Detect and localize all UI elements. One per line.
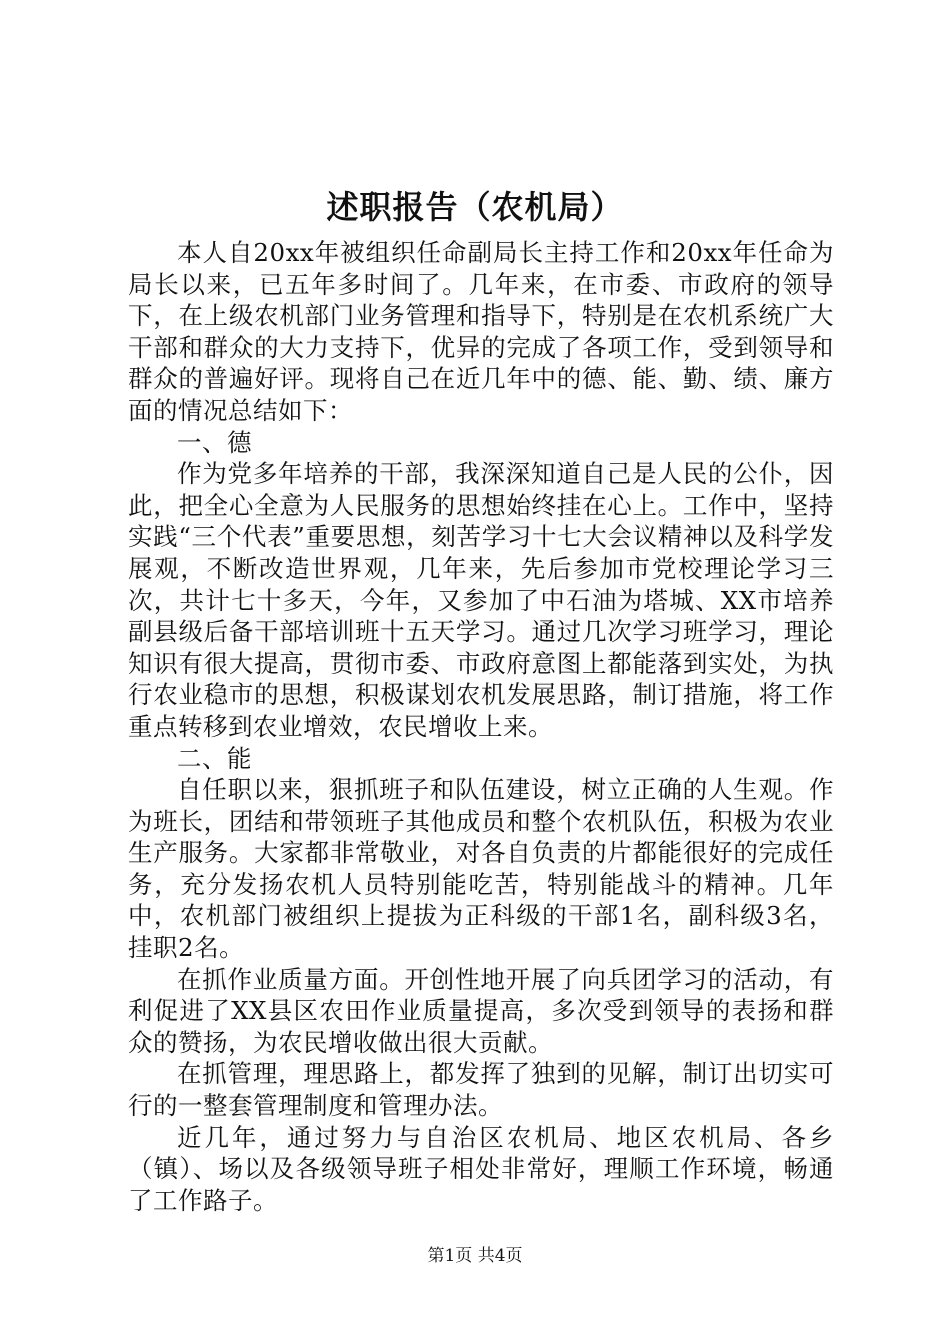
paragraph-neng-4: 近几年，通过努力与自治区农机局、地区农机局、各乡（镇）、场以及各级领导班子相处非常好，理顺工作环境，畅通了工作路子。: [128, 1122, 834, 1215]
paragraph-de: 作为党多年培养的干部，我深深知道自己是人民的公仆，因此，把全心全意为人民服务的思想始终挂在心上。工作中，坚持实践“三个代表”重要思想，刻苦学习十七大会议精神以及科学发展观，不断改造世界观，几年来，先后参加市党校理论学习三次，共计七十多天，今年，又参加了中石油为塔城、XX市培养副县级后备干部培训班十五天学习。通过几次学习班学习，理论知识有很大提高，贯彻市委、市政府意图上都能落到实处，为执行农业稳市的思想，积极谋划农机发展思路，制订措施，将工作重点转移到农业增效，农民增收上来。: [128, 459, 834, 741]
section-heading-de: 一、德: [177, 427, 252, 457]
section-heading-neng: 二、能: [177, 743, 252, 773]
paragraph-neng-3: 在抓管理，理思路上，都发挥了独到的见解，制订出切实可行的一整套管理制度和管理办法。: [128, 1059, 834, 1121]
paragraph-neng-2: 在抓作业质量方面。开创性地开展了向兵团学习的活动，有利促进了XX县区农田作业质量提高，多次受到领导的表扬和群众的赞扬，为农民增收做出很大贡献。: [128, 964, 834, 1057]
document-body: [128, 237, 834, 1216]
paragraph-intro: 本人自20xx年被组织任命副局长主持工作和20xx年任命为局长以来，已五年多时间了。几年来，在市委、市政府的领导下，在上级农机部门业务管理和指导下，特别是在农机系统广大干部和群众的大力支持下，优异的完成了各项工作，受到领导和群众的普遍好评。现将自己在近几年中的德、能、勤、绩、廉方面的情况总结如下：: [128, 238, 834, 425]
page-number-footer: 第1页 共4页: [427, 1246, 523, 1266]
document-title: 述职报告（农机局）: [326, 188, 624, 226]
paragraph-neng-1: 自任职以来，狠抓班子和队伍建设，树立正确的人生观。作为班长，团结和带领班子其他成员和整个农机队伍，积极为农业生产服务。大家都非常敬业，对各自负责的片都能很好的完成任务，充分发扬农机人员特别能吃苦，特别能战斗的精神。几年中，农机部门被组织上提拔为正科级的干部1名，副科级3名，挂职2名。: [128, 775, 834, 963]
